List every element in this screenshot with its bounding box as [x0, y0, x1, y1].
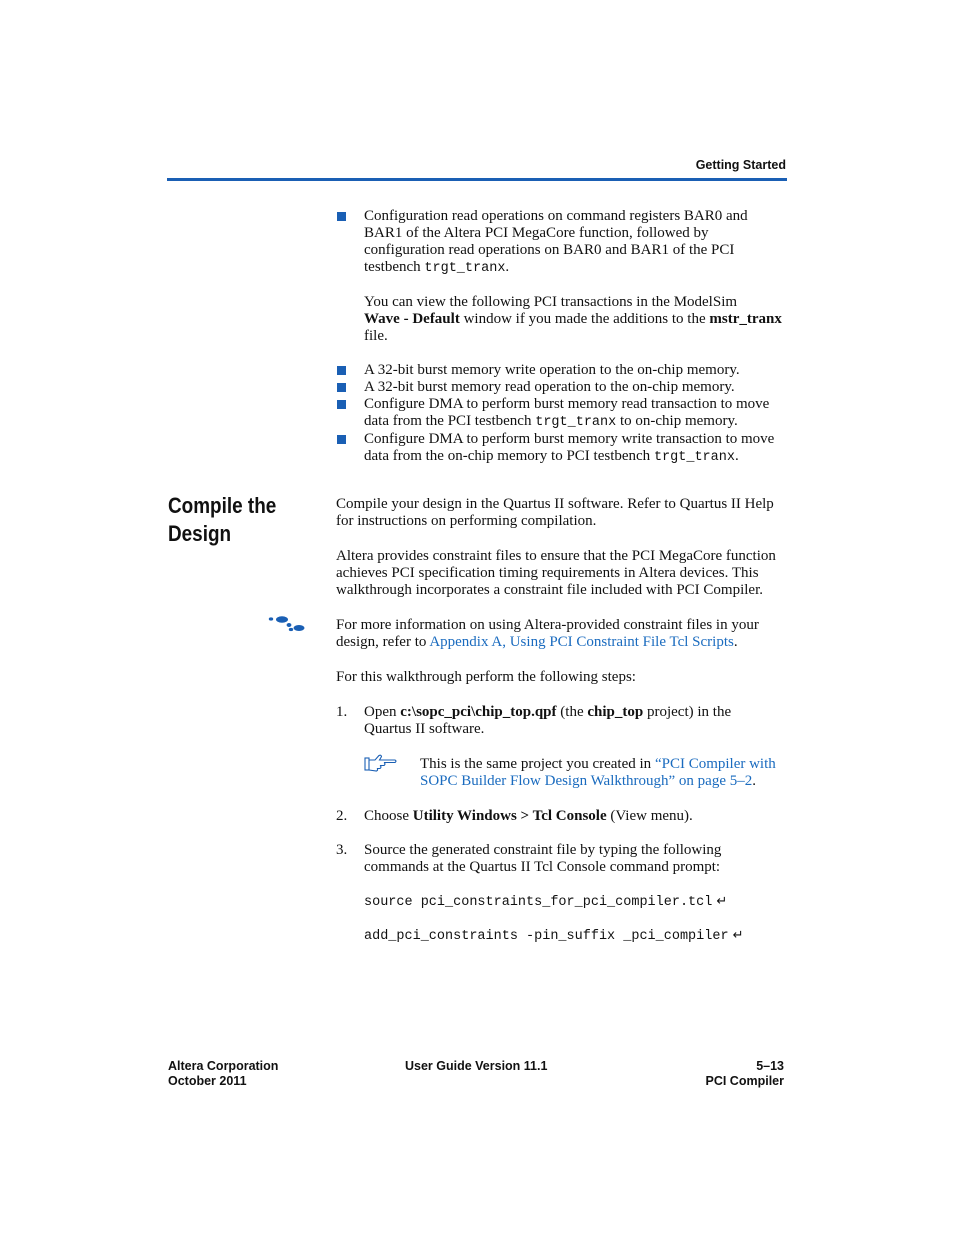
- note: [420, 756, 800, 790]
- enter-key-icon: ↵: [716, 894, 728, 909]
- paragraph-compile: [336, 496, 796, 530]
- text-line: configuration read operations on BAR0 and BAR1 of the PCI: [364, 242, 735, 258]
- step-number: 3.: [336, 842, 348, 858]
- list-item: [364, 431, 794, 466]
- text-line: data from the on-chip memory to PCI testbench trgt_tranx.: [364, 448, 739, 465]
- paragraph-view-transactions: [364, 294, 794, 345]
- text-line: SOPC Builder Flow Design Walkthrough” on page 5–2.: [420, 773, 756, 789]
- step-number: 1.: [336, 704, 348, 720]
- list-item: A 32-bit burst memory read operation to the on-chip memory.: [364, 379, 735, 395]
- footer-page-number: 5–13: [756, 1059, 784, 1073]
- code-trgt-tranx: trgt_tranx: [424, 261, 506, 276]
- footer-guide: User Guide Version 11.1: [405, 1059, 548, 1073]
- list-item: [364, 208, 794, 277]
- command-add-constraints: add_pci_constraints -pin_suffix _pci_compiler ↵: [364, 928, 744, 944]
- text-line: Wave - Default window if you made the additions to the mstr_tranx: [364, 311, 782, 327]
- text-line: For more information on using Altera-provided constraint files in your: [336, 617, 759, 633]
- enter-key-icon: ↵: [732, 928, 744, 943]
- walkthrough-link[interactable]: “PCI Compiler with: [654, 756, 776, 772]
- command-source: source pci_constraints_for_pci_compiler.tcl ↵: [364, 894, 728, 910]
- paragraph-more-info: [336, 617, 796, 651]
- text-line: Configuration read operations on command registers BAR0 and: [364, 208, 748, 224]
- text-line: Quartus II software.: [364, 721, 485, 737]
- bullet-marker: [337, 212, 346, 221]
- code-trgt-tranx: trgt_tranx: [653, 450, 735, 465]
- bullet-marker: [337, 383, 346, 392]
- pointing-hand-icon: [364, 753, 398, 773]
- footer-date: October 2011: [168, 1074, 247, 1088]
- text-line: Configure DMA to perform burst memory write transaction to move: [364, 431, 775, 447]
- text-line: achieves PCI specification timing requirements in Altera devices. This: [336, 565, 759, 581]
- text-line: You can view the following PCI transactions in the ModelSim: [364, 294, 738, 310]
- bullet-marker: [337, 366, 346, 375]
- text-line: Altera provides constraint files to ensure that the PCI MegaCore function: [336, 548, 776, 564]
- text-line: Compile your design in the Quartus II software. Refer to Quartus II Help: [336, 496, 774, 512]
- text-line: This is the same project you created in “PCI Compiler with: [420, 756, 776, 772]
- section-heading: Compile the Design: [168, 493, 277, 546]
- steps-intro: For this walkthrough perform the following steps:: [336, 669, 636, 685]
- text-line: Open c:\sopc_pci\chip_top.qpf (the chip_top project) in the: [364, 704, 732, 720]
- text-line: walkthrough incorporates a constraint file included with PCI Compiler.: [336, 582, 763, 598]
- code-trgt-tranx: trgt_tranx: [535, 415, 617, 430]
- header-rule: [167, 178, 787, 181]
- bullet-marker: [337, 435, 346, 444]
- text-line: commands at the Quartus II Tcl Console command prompt:: [364, 859, 721, 875]
- footer-product: PCI Compiler: [705, 1074, 784, 1088]
- text-line: Source the generated constraint file by typing the following: [364, 842, 722, 858]
- text-line: file.: [364, 328, 388, 344]
- bullet-marker: [337, 400, 346, 409]
- footer-company: Altera Corporation: [168, 1059, 279, 1073]
- step-3: [364, 842, 794, 876]
- appendix-a-link[interactable]: Appendix A, Using PCI Constraint File Tcl Scripts: [429, 634, 734, 650]
- footer-left: [168, 1059, 278, 1089]
- text-line: Configure DMA to perform burst memory read transaction to move: [364, 396, 770, 412]
- text-line: data from the PCI testbench trgt_tranx to on-chip memory.: [364, 413, 738, 430]
- paragraph-constraint-files: [336, 548, 796, 599]
- text-line: testbench trgt_tranx.: [364, 259, 510, 276]
- list-item: [364, 396, 794, 431]
- running-header: Getting Started: [695, 158, 786, 172]
- footprints-icon: [267, 614, 307, 634]
- walkthrough-link-cont[interactable]: SOPC Builder Flow Design Walkthrough” on page 5–2: [420, 773, 753, 789]
- text-line: design, refer to Appendix A, Using PCI Constraint File Tcl Scripts.: [336, 634, 738, 650]
- text-line: for instructions on performing compilation.: [336, 513, 597, 529]
- list-item: A 32-bit burst memory write operation to the on-chip memory.: [364, 362, 740, 378]
- text-line: BAR1 of the Altera PCI MegaCore function, followed by: [364, 225, 709, 241]
- footer-right: [706, 1059, 785, 1089]
- step-1: [364, 704, 794, 738]
- step-2: Choose Utility Windows > Tcl Console (View menu).: [364, 808, 693, 824]
- step-number: 2.: [336, 808, 348, 824]
